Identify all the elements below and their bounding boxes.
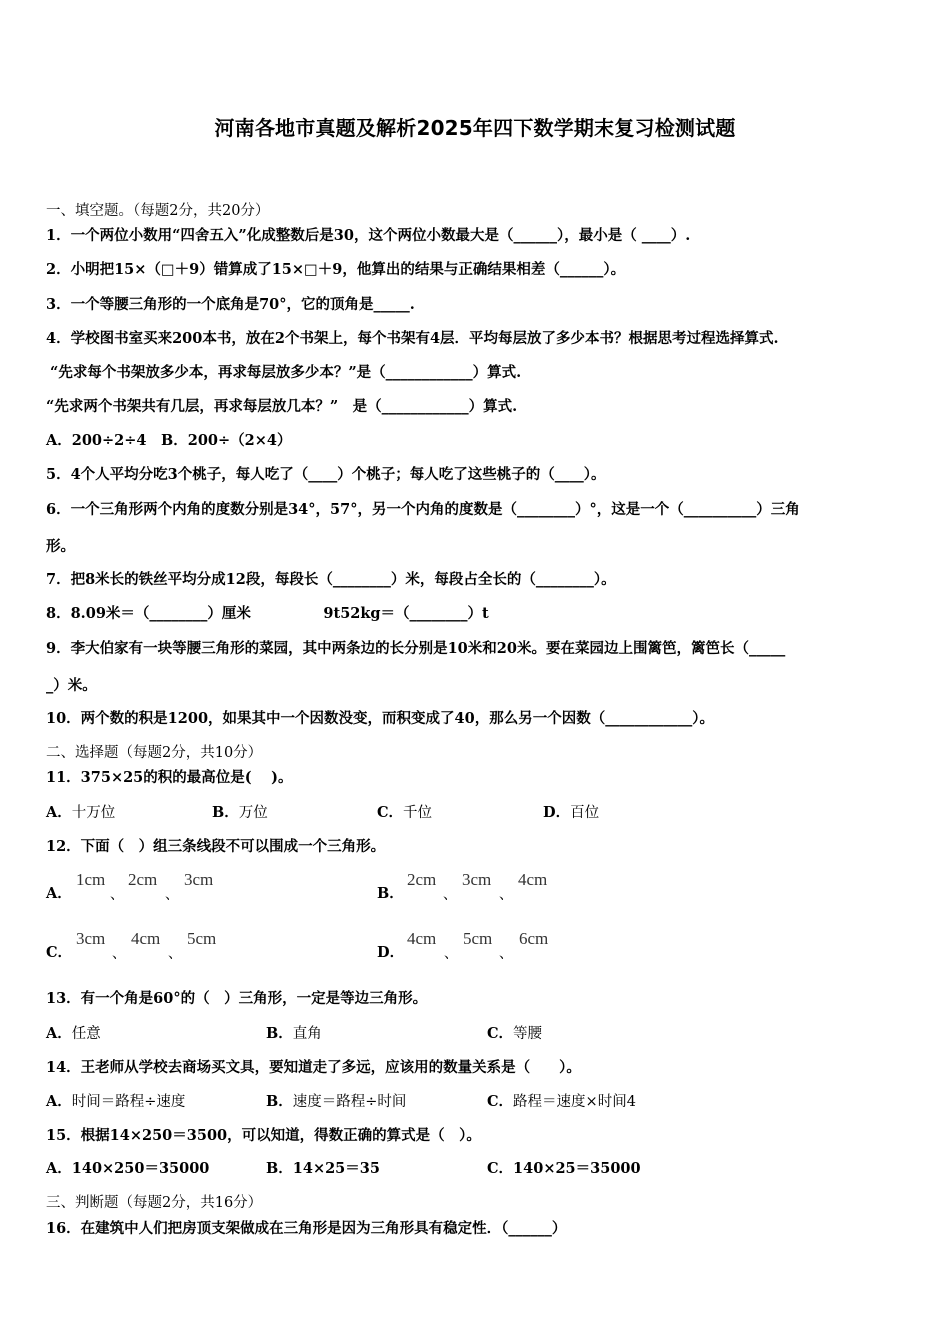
- q12-a-separator-2: 、: [165, 887, 179, 903]
- q12-d-separator-1: 、: [444, 946, 458, 962]
- question-6: 6．一个三角形两个内角的度数分别是34°，57°，另一个内角的度数是（________）°，这是一个（__________）三角: [46, 501, 800, 518]
- q15-option-c: C．140×25＝35000: [487, 1160, 641, 1177]
- q14-option-c: C．路程＝速度×时间4: [487, 1093, 636, 1110]
- question-12: 12．下面（ ）组三条线段不可以围成一个三角形。: [46, 838, 386, 855]
- question-4-part-a: “先求每个书架放多少本，再求每层放多少本？”是（____________）算式.: [50, 364, 522, 381]
- q12-c-separator-1: 、: [112, 946, 126, 962]
- q13-option-c: C．等腰: [487, 1025, 543, 1042]
- question-2: 2．小明把15×（□＋9）错算成了15×□＋9，他算出的结果与正确结果相差（______）。: [46, 261, 626, 278]
- question-6-continued: 形。: [46, 538, 75, 555]
- question-10: 10．两个数的积是1200，如果其中一个因数没变，而积变成了40，那么另一个因数（____________）。: [46, 710, 714, 727]
- q12-a-segment-1: 1cm: [76, 870, 106, 889]
- q12-option-c-label: C．: [46, 944, 73, 961]
- section-heading-true-false: 三、判断题（每题2分，共16分）: [46, 1195, 263, 1211]
- q12-d-separator-2: 、: [499, 946, 513, 962]
- q12-b-separator-1: 、: [443, 887, 457, 903]
- q11-option-a: A．十万位: [46, 804, 116, 821]
- question-4: 4．学校图书室买来200本书，放在2个书架上，每个书架有4层．平均每层放了多少本书？根据思考过程选择算式.: [46, 330, 779, 347]
- q12-d-segment-2: 5cm: [463, 929, 493, 948]
- q12-c-separator-2: 、: [168, 946, 182, 962]
- question-3: 3．一个等腰三角形的一个底角是70°，它的顶角是_____.: [46, 296, 415, 313]
- section-heading-fill-blank: 一、填空题。（每题2分，共20分）: [46, 203, 270, 219]
- q12-a-segment-3: 3cm: [184, 870, 214, 889]
- page-title: 河南各地市真题及解析2025年四下数学期末复习检测试题: [214, 116, 736, 140]
- q14-option-b: B．速度＝路程÷时间: [266, 1093, 407, 1110]
- q12-c-segment-3: 5cm: [187, 929, 217, 948]
- q12-d-segment-3: 6cm: [519, 929, 549, 948]
- question-13: 13．有一个角是60°的（ ）三角形，一定是等边三角形。: [46, 990, 428, 1007]
- q12-b-segment-3: 4cm: [518, 870, 548, 889]
- q12-option-a-label: A．: [46, 885, 72, 902]
- q12-option-d-label: D．: [377, 944, 405, 961]
- question-14: 14．王老师从学校去商场买文具，要知道走了多远，应该用的数量关系是（ ）。: [46, 1059, 581, 1076]
- q13-option-a: A．任意: [46, 1025, 101, 1042]
- q12-b-segment-2: 3cm: [462, 870, 492, 889]
- q12-b-separator-2: 、: [499, 887, 513, 903]
- question-4-part-b: “先求两个书架共有几层，再求每层放几本？” 是（____________）算式.: [46, 398, 518, 415]
- q12-d-segment-1: 4cm: [407, 929, 437, 948]
- q12-a-separator-1: 、: [110, 887, 124, 903]
- question-1: 1．一个两位小数用“四舍五入”化成整数后是30，这个两位小数最大是（______），最小是（ ____）.: [46, 227, 691, 244]
- question-16: 16．在建筑中人们把房顶支架做成在三角形是因为三角形具有稳定性．（______）: [46, 1220, 567, 1237]
- question-5: 5．4个人平均分吃3个桃子，每人吃了（____）个桃子；每人吃了这些桃子的（____）。: [46, 466, 606, 483]
- q11-option-c: C．千位: [377, 804, 433, 821]
- question-9-continued: _）米。: [46, 677, 97, 694]
- q15-option-a: A．140×250＝35000: [46, 1160, 210, 1177]
- q11-option-b: B．万位: [212, 804, 268, 821]
- q15-option-b: B．14×25＝35: [266, 1160, 380, 1177]
- question-4-choices: A．200÷2÷4 B．200÷（2×4）: [46, 432, 292, 449]
- question-15: 15．根据14×250＝3500，可以知道，得数正确的算式是（ ）。: [46, 1127, 481, 1144]
- q12-a-segment-2: 2cm: [128, 870, 158, 889]
- q14-option-a: A．时间＝路程÷速度: [46, 1093, 186, 1110]
- q12-option-b-label: B．: [377, 885, 404, 902]
- q13-option-b: B．直角: [266, 1025, 322, 1042]
- section-heading-choice: 二、选择题（每题2分，共10分）: [46, 745, 263, 761]
- question-8: 8．8.09米＝（________）厘米 9t52kg＝（________）t: [46, 605, 489, 622]
- question-11: 11．375×25的积的最高位是( )。: [46, 769, 293, 786]
- question-7: 7．把8米长的铁丝平均分成12段，每段长（________）米，每段占全长的（________）。: [46, 571, 616, 588]
- q12-b-segment-1: 2cm: [407, 870, 437, 889]
- q12-c-segment-1: 3cm: [76, 929, 106, 948]
- q11-option-d: D．百位: [543, 804, 600, 821]
- question-9: 9．李大伯家有一块等腰三角形的菜园，其中两条边的长分别是10米和20米。要在菜园边上围篱笆，篱笆长（_____: [46, 640, 786, 657]
- q12-c-segment-2: 4cm: [131, 929, 161, 948]
